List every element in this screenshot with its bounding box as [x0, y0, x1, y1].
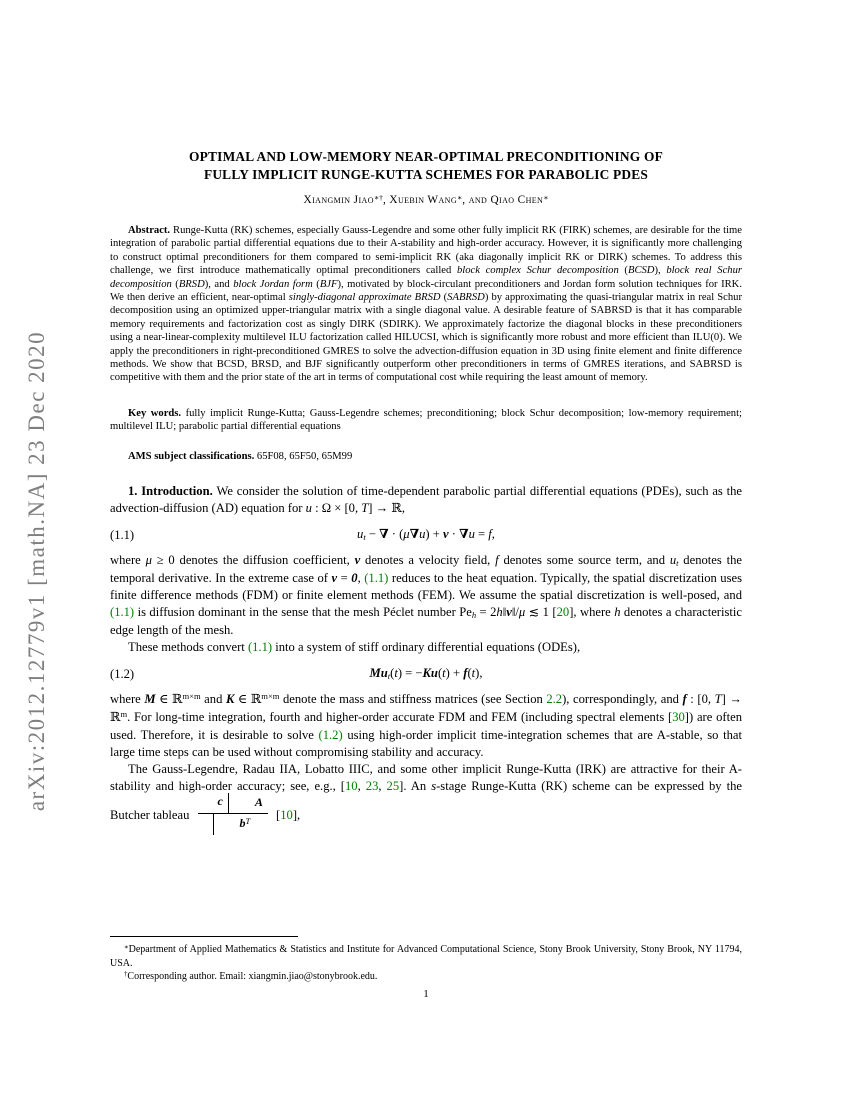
equation-1-1: [110, 525, 742, 544]
paragraph-text: [10],: [272, 807, 301, 822]
equation-number: (1.1): [110, 528, 135, 543]
citation-link[interactable]: 30: [672, 710, 685, 725]
citation-link[interactable]: (1.1): [364, 571, 389, 586]
footnote-rule: [110, 936, 298, 937]
butcher-tableau: [198, 793, 268, 835]
body-paragraph-where-m: where M ∈ ℝ$^{m\times m}$ and K ∈ ℝ$^{m\times m}$ denote the mass and stiffness matrices (see Section 2.2), correspondingly, and f : [0, T] → ℝ$^m$. For long-time integration, fourth and higher-order accurate FDM and FEM (including spectral elements [30]) are often used. Therefore, it is desirable to solve (1.2) using high-order implicit time-integration schemes that are A-stable, so that large time steps can be used without compromising stability and accuracy.: [110, 691, 742, 760]
body-paragraph-gauss-legendre: [110, 761, 742, 837]
citation-link[interactable]: (1.1): [110, 605, 135, 620]
equation-1-2: [110, 664, 742, 683]
citation-link[interactable]: 25: [386, 779, 400, 794]
abstract-paragraph: Abstract. Runge-Kutta (RK) schemes, especially Gauss-Legendre and some other fully implicit RK (FIRK) schemes, are desirable for the time integration of parabolic partial differential equations due to their A-stability and high-order accuracy. However, it is significantly more challenging to construct optimal preconditioners for them compared to semi-implicit RK (aka diagonally implicit RK or DIRK) schemes. To address this challenge, we first introduce mathematically optimal preconditioners called block complex Schur decomposition (BCSD), block real Schur decomposition (BRSD), and block Jordan form (BJF), motivated by block-circulant preconditioners and Jordan form solution techniques for IRK. We then derive an efficient, near-optimal singly-diagonal approximate BRSD (SABRSD) by approximating the quasi-triangular matrix in real Schur decomposition using an optimized upper-triangular matrix with a single diagonal value. A desirable feature of SABRSD is that it has comparable memory requirements and factorization cost as singly DIRK (SDIRK). We approximately factorize the diagonal blocks in these preconditioners using a near-linear-complexity multilevel ILU factorization called HILUCSI, which is significantly more robust and more efficient than ILU(0). We apply the preconditioners in right-preconditioned GMRES to solve the advection-diffusion equation in 3D using finite element and finite difference methods. We show that BCSD, BRSD, and BJF significantly outperform other preconditioners in terms of GMRES iterations, and SABRSD is competitive with them and the prior state of the art in terms of computational cost while requiring the least amount of memory.: [110, 225, 743, 384]
arxiv-watermark: arXiv:2012.12779v1 [math.NA] 23 Dec 2020: [24, 330, 49, 812]
citation-link[interactable]: 23: [365, 779, 379, 794]
body-paragraph-where-mu: where μ ≥ 0 denotes the diffusion coefficient, v denotes a velocity field, f denotes some source term, and ut denotes the temporal derivative. In the extreme case of v = 0, (1.1) reduces to the heat equation. Typically, the spatial discretization uses finite difference methods (FDM) or finite element methods (FEM). We assume the spatial discretization is well-posed, and (1.1) is diffusion dominant in the sense that the mesh Péclet number Peh = 2h‖v‖/μ ≲ 1 [20], where h denotes a characteristic edge length of the mesh.: [110, 553, 742, 638]
butcher-b-transpose: T: [245, 815, 251, 826]
citation-link[interactable]: (1.1): [247, 640, 273, 655]
butcher-b: b: [239, 816, 246, 831]
citation-link[interactable]: (1.2): [318, 728, 343, 743]
paragraph-text: The Gauss-Legendre, Radau IIA, Lobatto IIIC, and some other implicit Runge-Kutta (IRK) are attractive for their A-stability and high-order accuracy; see, e.g., [10, 23, 25]. An s-stage Runge-Kutta (RK) scheme can be expressed by the Butcher tableau: [110, 762, 742, 822]
keywords-line: Key words. fully implicit Runge-Kutta; Gauss-Legendre schemes; preconditioning; block Schur decomposition; low-memory requirement; multilevel ILU; parabolic partial differential equations: [110, 407, 742, 433]
citation-link[interactable]: 10: [280, 807, 293, 822]
footnote-affiliation: ∗Department of Applied Mathematics & Statistics and Institute for Advanced Computational Science, Stony Brook University, Stony Brook, NY 11794, USA.: [110, 943, 742, 969]
equation-body: Mut(t) = −Ku(t) + f(t),: [369, 666, 483, 682]
equation-body: ut − ∇ · (μ∇u) + v · ∇u = f,: [357, 527, 495, 543]
intro-heading-paragraph: 1. Introduction. We consider the solution of time-dependent parabolic partial differential equations (PDEs), such as the advection-diffusion (AD) equation for u : Ω × [0, T] → ℝ,: [110, 484, 742, 516]
citation-link[interactable]: 2.2: [546, 692, 563, 707]
paper-title: [110, 148, 742, 183]
equation-number: (1.2): [110, 667, 135, 682]
authors-line: Xiangmin Jiao∗†, Xuebin Wang∗, and Qiao Chen∗: [303, 192, 549, 206]
body-paragraph-these-methods: These methods convert (1.1) into a system of stiff ordinary differential equations (ODEs),: [128, 640, 581, 655]
paper-page: [110, 0, 742, 1100]
paper-title-line-2: FULLY IMPLICIT RUNGE-KUTTA SCHEMES FOR PARABOLIC PDES: [203, 166, 649, 182]
page-number: 1: [423, 988, 429, 1000]
footnote-corresponding-author: †Corresponding author. Email: xiangmin.jiao@stonybrook.edu.: [124, 970, 378, 982]
citation-link[interactable]: 20: [556, 605, 570, 620]
citation-link[interactable]: 10: [345, 779, 358, 794]
butcher-A: A: [228, 793, 268, 813]
butcher-c: c: [217, 794, 223, 809]
ams-classifications-line: AMS subject classifications. 65F08, 65F50, 65M99: [128, 450, 353, 462]
footnotes-block: [110, 936, 742, 984]
paper-title-line-1: OPTIMAL AND LOW-MEMORY NEAR-OPTIMAL PRECONDITIONING OF: [189, 149, 663, 164]
